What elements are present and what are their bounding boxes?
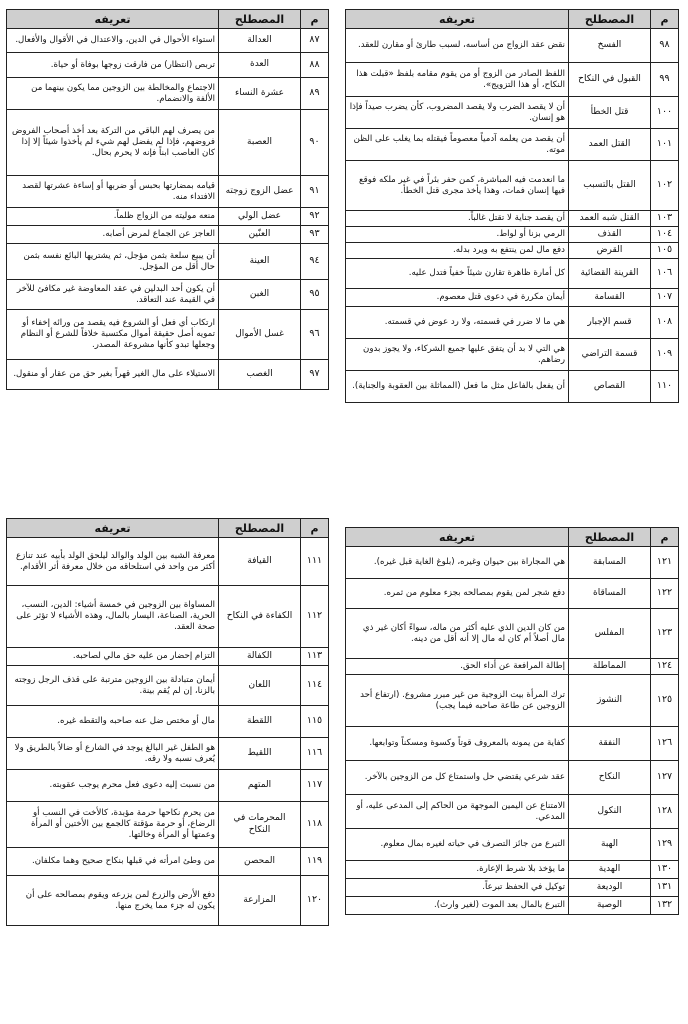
row-number: ١١١ [301,538,329,586]
table-bottom-right [345,527,679,915]
row-definition: دفع الأرض والزرع لمن يزرعه ويقوم بمصالحه على أن يكون له جزء مما يخرج منها. [7,876,219,926]
header-def: تعريفه [346,528,569,547]
glossary-table [6,9,329,390]
row-definition: ما يؤخذ بلا شرط الإعارة. [346,861,569,879]
row-definition: أن يقصد من يعلمه آدمياً معصوماً فيقتله بما يغلب على الظن موته. [346,129,569,161]
row-number: ٩٤ [301,244,329,280]
row-term: عضل الزوج زوجته [219,176,301,208]
row-definition: نقض عقد الزواج من أساسه، لسبب طارئ أو مقارن للعقد. [346,29,569,63]
header-num: م [301,10,329,29]
row-number: ١٣٢ [651,897,679,915]
table-top-right [345,9,679,403]
row-number: ١٠٢ [651,161,679,211]
row-definition: أن يبيع سلعة بثمن مؤجل، ثم يشتريها البائع نفسه بثمن حال أقل من المؤجل. [7,244,219,280]
row-term: المحصن [219,848,301,876]
glossary-table [345,527,679,915]
row-term: القيافة [219,538,301,586]
row-term: غسل الأموال [219,310,301,360]
row-number: ١٣١ [651,879,679,897]
row-number: ١٠٤ [651,227,679,243]
row-definition: تربص (انتظار) من فارقت زوجها بوفاة أو حياة. [7,53,219,78]
row-number: ٨٧ [301,29,329,53]
row-term: الوصية [569,897,651,915]
table-row [7,244,329,280]
table-row [7,648,329,666]
row-definition: أن يفعل بالفاعل مثل ما فعل (المماثلة بين العقوبة والجناية). [346,371,569,403]
row-definition: ما انعدمت فيه المباشرة، كمن حفر بئراً في غير ملكه فوقع فيها إنسان فمات، وهذا يأخذ مجرى قتل الخطأ. [346,161,569,211]
row-number: ١٠٥ [651,243,679,259]
row-term: القسامة [569,289,651,307]
row-definition: من يصرف لهم الباقي من التركة بعد أخذ أصحاب الفروض فروضهم، فإذا لم يفضل لهم شيء لم يأخذوا شيئاً إلا إذا كان العاصب ابناً فإنه لا يحرم بحال. [7,110,219,176]
row-definition: هي ما لا ضرر في قسمته، ولا رد عوض في قسمته. [346,307,569,339]
table-row [346,289,679,307]
row-number: ١١٠ [651,371,679,403]
row-term: القصاص [569,371,651,403]
row-term: العصبة [219,110,301,176]
row-number: ١١٤ [301,666,329,706]
table-row [346,339,679,371]
row-number: ١٢٧ [651,761,679,795]
table-top-left [6,9,329,390]
row-term: الهبة [569,829,651,861]
table-row [346,879,679,897]
row-term: الكفالة [219,648,301,666]
row-definition: كل أمارة ظاهرة تقارن شيئاً خفياً فتدل عليه. [346,259,569,289]
row-term: العينة [219,244,301,280]
row-term: الغبن [219,280,301,310]
row-number: ١١٥ [301,706,329,738]
row-term: قسمة التراضي [569,339,651,371]
table-row [7,770,329,802]
row-term: العدة [219,53,301,78]
table-bottom-left [6,518,329,926]
row-term: عشرة النساء [219,78,301,110]
table-row [346,659,679,675]
table-row [346,609,679,659]
table-header-row [346,10,679,29]
row-definition: استواء الأحوال في الدين، والاعتدال في الأقوال والأفعال. [7,29,219,53]
row-term: قتل الخطأ [569,97,651,129]
row-number: ١٠٦ [651,259,679,289]
header-num: م [301,519,329,538]
row-number: ١١٦ [301,738,329,770]
row-definition: أن يقصد جناية لا تقتل غالباً. [346,211,569,227]
row-definition: العاجز عن الجماع لمرض أصابه. [7,226,219,244]
row-definition: من وطئ امرأته في قبلها بنكاح صحيح وهما مكلفان. [7,848,219,876]
header-term: المصطلح [219,519,301,538]
row-definition: من يحرم نكاحها حرمة مؤبدة، كالأخت في النسب أو الرضاع، أو حرمة مؤقتة كالجمع بين الأختين أو المرأة وعمتها أو المرأة وخالتها. [7,802,219,848]
row-definition: كفاية من يمونه بالمعروف قوتاً وكسوة ومسكناً وتوابعها. [346,727,569,761]
table-row [7,53,329,78]
row-term: النفقة [569,727,651,761]
table-row [7,360,329,390]
row-definition: هو الطفل غير البالغ يوجد في الشارع أو ضالاً بالطريق ولا يُعرف نسبه ولا رقه. [7,738,219,770]
row-term: القبول في النكاح [569,63,651,97]
row-number: ١٢٨ [651,795,679,829]
row-number: ١٢٢ [651,579,679,609]
table-row [7,78,329,110]
row-term: القذف [569,227,651,243]
row-definition: أن لا يقصد الضرب ولا يقصد المضروب، كأن يضرب صيداً فإذا هو إنسان. [346,97,569,129]
table-row [346,579,679,609]
table-row [7,738,329,770]
header-term: المصطلح [219,10,301,29]
row-term: القتل شبه العمد [569,211,651,227]
row-term: اللقيط [219,738,301,770]
row-definition: ترك المرأة بيت الزوجية من غير مبرر مشروع. (ارتفاع أحد الزوجين عن طاعة صاحبه فيما يجب) [346,675,569,727]
table-row [7,208,329,226]
row-definition: عقد شرعي يقتضي حل واستمتاع كل من الزوجين بالآخر. [346,761,569,795]
table-row [346,727,679,761]
row-definition: التبرع من جائز التصرف في حياته لغيره بمال معلوم. [346,829,569,861]
row-definition: معرفة الشبه بين الولد والوالد ليلحق الولد بأبيه عند تنازع أكثر من واحد في استلحاقه من خلال معرفة أثر الأقدام. [7,538,219,586]
table-row [7,538,329,586]
row-number: ٩٨ [651,29,679,63]
table-row [7,110,329,176]
header-def: تعريفه [7,10,219,29]
row-definition: التبرع بالمال بعد الموت (لغير وارث). [346,897,569,915]
row-term: القتل بالتسبب [569,161,651,211]
row-definition: الاستيلاء على مال الغير قهراً بغير حق من عقار أو منقول. [7,360,219,390]
table-row [346,897,679,915]
row-term: العنّين [219,226,301,244]
row-number: ١٠٣ [651,211,679,227]
row-definition: دفع شجر لمن يقوم بمصالحه بجزء معلوم من ثمره. [346,579,569,609]
table-row [346,547,679,579]
row-term: الفسخ [569,29,651,63]
row-number: ١٢٦ [651,727,679,761]
row-definition: دفع مال لمن ينتفع به ويرد بدله. [346,243,569,259]
row-term: اللقطة [219,706,301,738]
row-term: الكفاءة في النكاح [219,586,301,648]
row-definition: هي المجاراة بين حيوان وغيره، (بلوغ الغاية قبل غيره). [346,547,569,579]
table-header-row [7,10,329,29]
table-row [346,243,679,259]
table-row [7,848,329,876]
row-number: ١١٢ [301,586,329,648]
row-term: المتهم [219,770,301,802]
row-term: القتل العمد [569,129,651,161]
row-definition: هي التي لا بد أن يتفق عليها جميع الشركاء، ولا يجوز بدون رضاهم. [346,339,569,371]
table-row [346,829,679,861]
row-number: ١٢٤ [651,659,679,675]
header-num: م [651,528,679,547]
row-term: المماطلة [569,659,651,675]
table-row [346,63,679,97]
row-number: ١٠٧ [651,289,679,307]
table-row [7,310,329,360]
row-number: ٩١ [301,176,329,208]
table-row [346,675,679,727]
table-row [7,802,329,848]
row-term: الوديعة [569,879,651,897]
row-number: ١٢٠ [301,876,329,926]
row-term: القرينة القضائية [569,259,651,289]
row-number: ١٠٠ [651,97,679,129]
row-term: النكاح [569,761,651,795]
row-number: ١١٣ [301,648,329,666]
row-definition: الاجتماع والمخالطة بين الزوجين مما يكون بينهما من الألفة والانضمام. [7,78,219,110]
row-number: ٨٨ [301,53,329,78]
table-row [346,97,679,129]
row-number: ١٠١ [651,129,679,161]
glossary-table [345,9,679,403]
table-row [346,371,679,403]
row-number: ٩٠ [301,110,329,176]
row-number: ١٣٠ [651,861,679,879]
header-def: تعريفه [346,10,569,29]
row-definition: الرمي بزنا أو لواط. [346,227,569,243]
row-number: ١٠٩ [651,339,679,371]
row-number: ١٢٣ [651,609,679,659]
row-number: ١١٩ [301,848,329,876]
row-number: ١٢٥ [651,675,679,727]
table-row [346,129,679,161]
row-definition: أيمان مكررة في دعوى قتل معصوم. [346,289,569,307]
table-row [7,706,329,738]
row-term: القرض [569,243,651,259]
table-header-row [7,519,329,538]
header-def: تعريفه [7,519,219,538]
row-term: اللعان [219,666,301,706]
row-term: المفلس [569,609,651,659]
table-header-row [346,528,679,547]
row-number: ١١٨ [301,802,329,848]
header-term: المصطلح [569,528,651,547]
row-definition: اللفظ الصادر من الزوج أو من يقوم مقامه بلفظ «قبلت هذا النكاح، أو هذا التزويج». [346,63,569,97]
row-number: ١٠٨ [651,307,679,339]
table-row [7,280,329,310]
row-definition: المساواة بين الزوجين في خمسة أشياء: الدين، النسب، الحرية، الصناعة، اليسار بالمال، وهذه الأشياء لا تؤثر على صحة العقد. [7,586,219,648]
row-term: النشوز [569,675,651,727]
row-definition: إطالة المرافعة عن أداء الحق. [346,659,569,675]
row-number: ٩٣ [301,226,329,244]
row-definition: مال أو مختص ضل عنه صاحبه والتقطه غيره. [7,706,219,738]
table-row [346,211,679,227]
row-term: الغصب [219,360,301,390]
row-number: ٩٢ [301,208,329,226]
row-term: المسابقة [569,547,651,579]
row-term: الهدية [569,861,651,879]
table-row [7,666,329,706]
row-term: قسم الإجبار [569,307,651,339]
table-row [7,176,329,208]
table-row [7,586,329,648]
row-definition: أيمان متبادلة بين الزوجين مترتبة على قذف الرجل زوجته بالزنا، إن لم يُقم بينة. [7,666,219,706]
table-row [346,259,679,289]
row-definition: من كان الدين الذي عليه أكثر من ماله، سواءً أكان غير ذي مال أصلاً أم كان له مال إلا أنه أقل من دينه. [346,609,569,659]
header-term: المصطلح [569,10,651,29]
table-row [346,307,679,339]
row-definition: منعه موليته من الزواج ظلماً. [7,208,219,226]
row-number: ٩٩ [651,63,679,97]
row-definition: التزام إحضار من عليه حق مالي لصاحبه. [7,648,219,666]
table-row [346,861,679,879]
row-number: ١٢١ [651,547,679,579]
table-row [346,761,679,795]
row-definition: أن يكون أحد البدلين في عقد المعاوضة غير مكافئ للآخر في القيمة عند التعاقد. [7,280,219,310]
table-row [7,876,329,926]
table-row [7,29,329,53]
row-number: ١٢٩ [651,829,679,861]
table-row [346,29,679,63]
row-number: ٩٦ [301,310,329,360]
row-term: النكول [569,795,651,829]
row-definition: توكيل في الحفظ تبرعاً. [346,879,569,897]
row-term: العدالة [219,29,301,53]
row-definition: من نسبت إليه دعوى فعل محرم يوجب عقوبته. [7,770,219,802]
row-term: المساقاة [569,579,651,609]
table-row [7,226,329,244]
table-row [346,227,679,243]
table-row [346,795,679,829]
glossary-table [6,518,329,926]
row-term: المحرمات في النكاح [219,802,301,848]
row-term: عضل الولي [219,208,301,226]
row-number: ٩٧ [301,360,329,390]
header-num: م [651,10,679,29]
row-definition: الامتناع عن اليمين الموجهة من الحاكم إلى المدعى عليه، أو المدعي. [346,795,569,829]
table-row [346,161,679,211]
row-number: ٨٩ [301,78,329,110]
row-term: المزارعة [219,876,301,926]
row-number: ١١٧ [301,770,329,802]
row-definition: ارتكاب أي فعل أو الشروع فيه يقصد من ورائه إخفاء أو تمويه أصل حقيقة أموال مكتسبة خلافاً للشرع أو النظام وجعلها تبدو كأنها مشروعة المصدر. [7,310,219,360]
row-definition: قيامه بمضارتها بحبس أو ضربها أو إساءة عشرتها لقصد الافتداء منه. [7,176,219,208]
row-number: ٩٥ [301,280,329,310]
